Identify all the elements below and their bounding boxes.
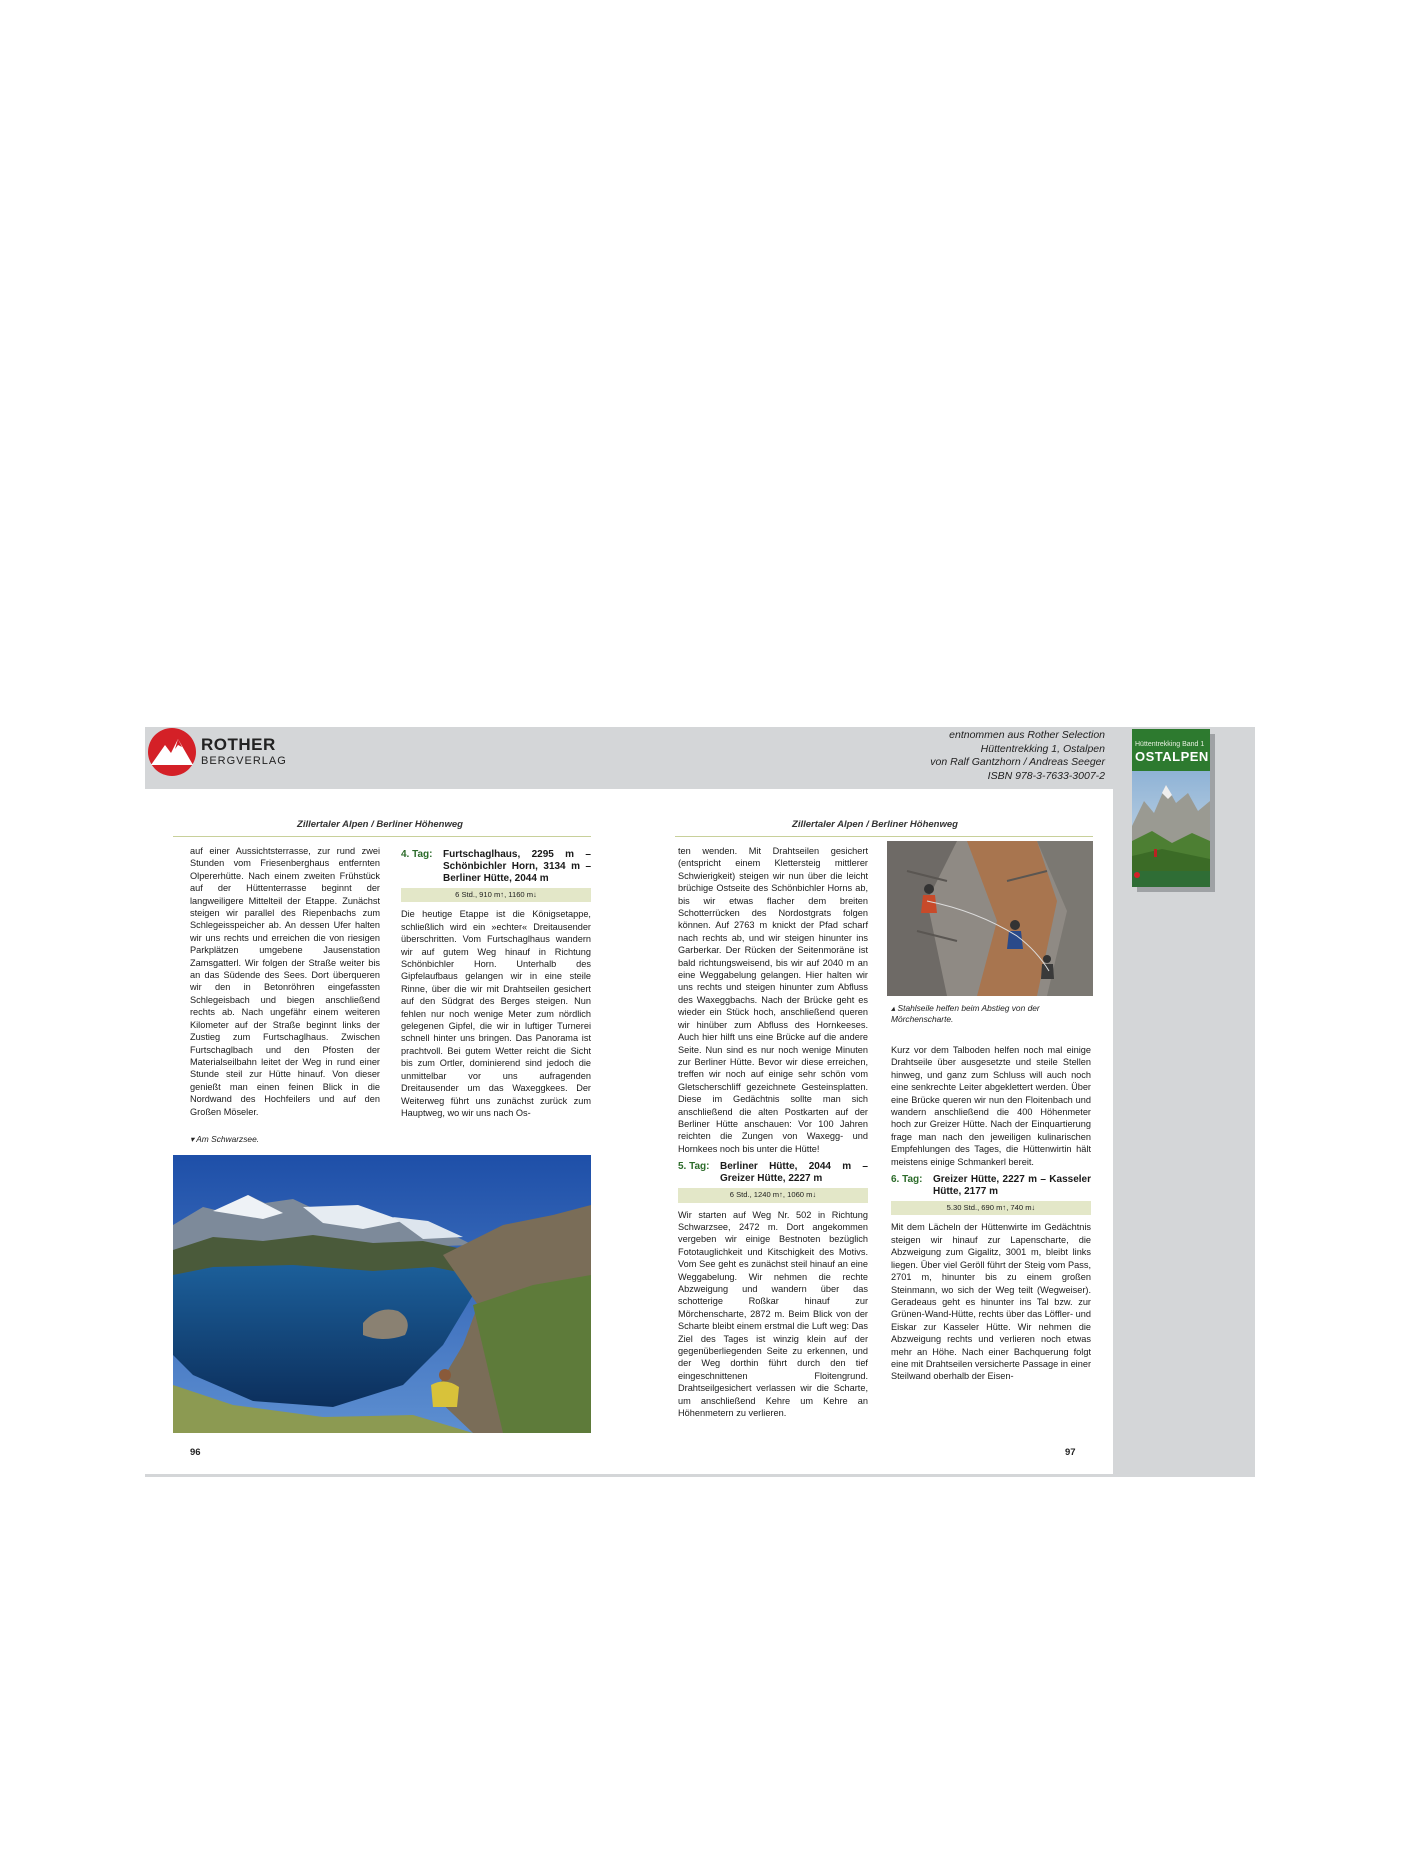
stage-heading-5 <box>678 1161 868 1185</box>
source-line: Hüttentrekking 1, Ostalpen <box>980 742 1105 755</box>
source-note <box>930 729 1105 783</box>
lake-photo <box>173 1155 591 1433</box>
cover-band: Hüttentrekking Band 1 <box>1135 741 1205 748</box>
book-preview-frame <box>145 727 1255 1477</box>
stage-heading-6 <box>891 1174 1091 1198</box>
stage-day: 6. Tag: <box>891 1174 923 1186</box>
climbing-photo <box>887 841 1093 996</box>
body-text: Die heutige Etappe ist die Königsetappe, schließlich wird ein »echter« Dreitausender überschritten. Vom Furtschaglhaus wandern wir auf gutem Weg hinauf in Richtung Schönbichler Horn. Unterhalb des Gipfelaufbaus gelangen wir in eine steile Rinne, über die wir mit Drahtseilen gesichert auf den Südgrat des Berges steigen. Nun fehlen nur noch wenige Meter zum nördlich gelegenen Gipfel, die wir in luftiger Turnerei schnell hinter uns bringen. Das Panorama ist prachtvoll. Bei gutem Wetter reicht die Sicht bis zum Ortler, dominierend sind jedoch die unmittelbar vor uns aufragenden Dreitausender um das Waxeggkees. Der Weiterweg führt uns zunächst zurück zum Hauptweg, wo wir uns nach Os- <box>401 909 591 1118</box>
page-number-left: 96 <box>190 1447 201 1458</box>
body-text: Kurz vor dem Talboden helfen noch mal einige Drahtseile über ausgesetzte und steile Stellen hinweg, und ganz zum Schluss will auch noch eine senkrechte Leiter abgeklettert werden. Über eine Brücke queren wir nun den Floitenbach und wandern anschließend die 400 Höhenmeter hoch zur Greizer Hütte. Nach der Einquartierung frage man nach den jeweiligen kulinarischen Empfehlungen des Tages, die Hüttenwirtin hält meistens einige Schmankerl bereit. <box>891 1045 1091 1167</box>
stage-name: Greizer Hütte, 2227 m – Kasseler Hütte, 2177 m <box>933 1174 1091 1198</box>
book-spread <box>145 789 1113 1474</box>
cover-title: OSTALPEN <box>1135 749 1209 764</box>
cover-mountain-image <box>1132 771 1210 881</box>
cover-header <box>1132 729 1210 771</box>
body-text: Mit dem Lächeln der Hüttenwirte im Gedächtnis steigen wir hinauf zur Lapenscharte, die Abzweigung zum Gigalitz, 3001 m, bleibt links liegen. Über viel Geröll führt der Steig vom Pass, 2701 m, hinunter bis zu einem großen Steinmann, wo sich der Weg teilt (Wegweiser). Geradeaus geht es hinunter ins Tal bzw. zur Grünen-Wand-Hütte, rechts über das Löffler- und Eiskar zur Kasseler Hütte. Wir nehmen die Abzweigung rechts und verlieren noch etwas mehr an Höhe. Nach einer Bachquerung folgt eine mit Drahtseilen versicherte Passage in einer Steilwand oberhalb der Eisen- <box>891 1222 1091 1382</box>
stage-heading-4 <box>401 849 591 885</box>
running-head-right: Zillertaler Alpen / Berliner Höhenweg <box>792 819 958 830</box>
text-column-3 <box>678 845 868 1419</box>
stage-stats: 6 Std., 910 m↑, 1160 m↓ <box>401 888 591 902</box>
book-cover <box>1132 729 1210 887</box>
photo-caption-right: ▴ Stahlseile helfen beim Abstieg von der Mörchenscharte. <box>891 1003 1040 1024</box>
publisher-name: ROTHER <box>201 735 276 754</box>
stage-stats: 5.30 Std., 690 m↑, 740 m↓ <box>891 1201 1091 1215</box>
header-rule-right <box>675 836 1093 837</box>
page-number-right: 97 <box>1065 1447 1076 1458</box>
text-column-4 <box>891 1044 1091 1383</box>
running-head-left: Zillertaler Alpen / Berliner Höhenweg <box>297 819 463 830</box>
stage-name: Berliner Hütte, 2044 m – Greizer Hütte, 2227 m <box>720 1161 868 1185</box>
source-line: von Ralf Gantzhorn / Andreas Seeger <box>930 756 1105 768</box>
stage-day: 5. Tag: <box>678 1161 710 1173</box>
stage-name: Furtschaglhaus, 2295 m – Schönbichler Horn, 3134 m – Berliner Hütte, 2044 m <box>443 849 591 884</box>
body-text: ten wenden. Mit Drahtseilen gesichert (entspricht einem Klettersteig mittlerer Schwierigkeit) steigen wir nun über die leicht brüchige Ostseite des Schönbichler Horns ab, bis wir etwas flacher dem breiten Schotterrücken des Nordostgrats folgen können. Auf 2763 m knickt der Pfad scharf nach rechts ab, und wir steigen hinunter ins Garberkar. Der Rücken der Seitenmoräne ist bald richtungsweisend, bis wir auf 2040 m an eine Weggabelung gelangen. Hier halten wir uns rechts und steigen hinunter zum Abfluss des Waxeggbachs. Nach der Brücke geht es wieder ein Stück hoch, anschließend queren wir hinüber zum Abfluss des Hornkeeses. Auch hier hilft uns eine Brücke auf die andere Seite. Nun sind es nur noch wenige Minuten zur Berliner Hütte. Bevor wir diese erreichen, treffen wir noch auf einige sehr schön vom Gletscherschliff gezeichnete Gesteinsplatten. Diese im Gedächtnis sollte man sich anschließend die alten Postkarten auf der Berliner Hütte anschauen: Vor 100 Jahren reichten die Zungen von Waxegg- und Hornkees noch bis unter die Hütte! <box>678 846 868 1154</box>
mountain-logo-icon <box>147 727 197 777</box>
source-line: ISBN 978-3-7633-3007-2 <box>987 769 1105 782</box>
text-column-2 <box>401 843 591 1119</box>
stage-stats: 6 Std., 1240 m↑, 1060 m↓ <box>678 1188 868 1202</box>
stage-day: 4. Tag: <box>401 849 433 860</box>
source-line: entnommen aus Rother Selection <box>949 729 1105 741</box>
publisher-logo <box>145 727 305 787</box>
publisher-sub: BERGVERLAG <box>201 755 287 767</box>
photo-caption-left: ▾ Am Schwarzsee. <box>190 1134 260 1144</box>
header-rule-left <box>173 836 591 837</box>
text-column-1 <box>190 845 380 1118</box>
body-text: Wir starten auf Weg Nr. 502 in Richtung Schwarzsee, 2472 m. Dort angekommen vergeben wir einige Bestnoten bezüglich Fototauglichkeit und Kitschigkeit des Motivs. Vom See geht es zunächst steil hinauf an eine Weggabelung. Wir nehmen die rechte Abzweigung und wandern über das schotterige Roßkar hinauf zur Mörchenscharte, 2872 m. Beim Blick von der Scharte bleibt einem erstmal die Luft weg: Das Ziel des Tages ist winzig klein auf der gegenüberliegenden Seite zu erkennen, und der Weg dorthin führt durch den tief eingeschnittenen Floitengrund. Drahtseilgesichert verlassen wir die Scharte, um anschließend Kehre um Kehre an Höhenmetern zu verlieren. <box>678 1209 868 1419</box>
body-text: auf einer Aussichtsterrasse, zur rund zwei Stunden vom Friesenberghaus entfernten Olpererhütte. Nach einem zweiten Frühstück auf der Hüttenterrasse beginnt der langweiligere Mittelteil der Etappe. Zunächst steigen wir parallel des Riepenbachs zum Schlegeisspeicher ab. An dessen Ufer halten wir uns rechts und erreichen die von riesigen Parkplätzen umgebene Jausenstation Zamsgatterl. Wir folgen der Straße weiter bis an das Südende des Sees. Dort überqueren wir den in Betonröhren eingefassten Schlegeisbach und biegen anschließend rechts ab. Nach ungefähr einem weiteren Kilometer auf der Straße beginnt links der Zustieg zum Furtschaglhaus. Zwischen Furtschaglbach und den Pfosten der Materialseilbahn leitet der Weg in rund einer Stunde steil zur Hütte hinauf. Von dieser genießt man einen feinen Blick in die Nordwand des Hochfeilers und auf den Großen Möseler. <box>190 846 380 1117</box>
